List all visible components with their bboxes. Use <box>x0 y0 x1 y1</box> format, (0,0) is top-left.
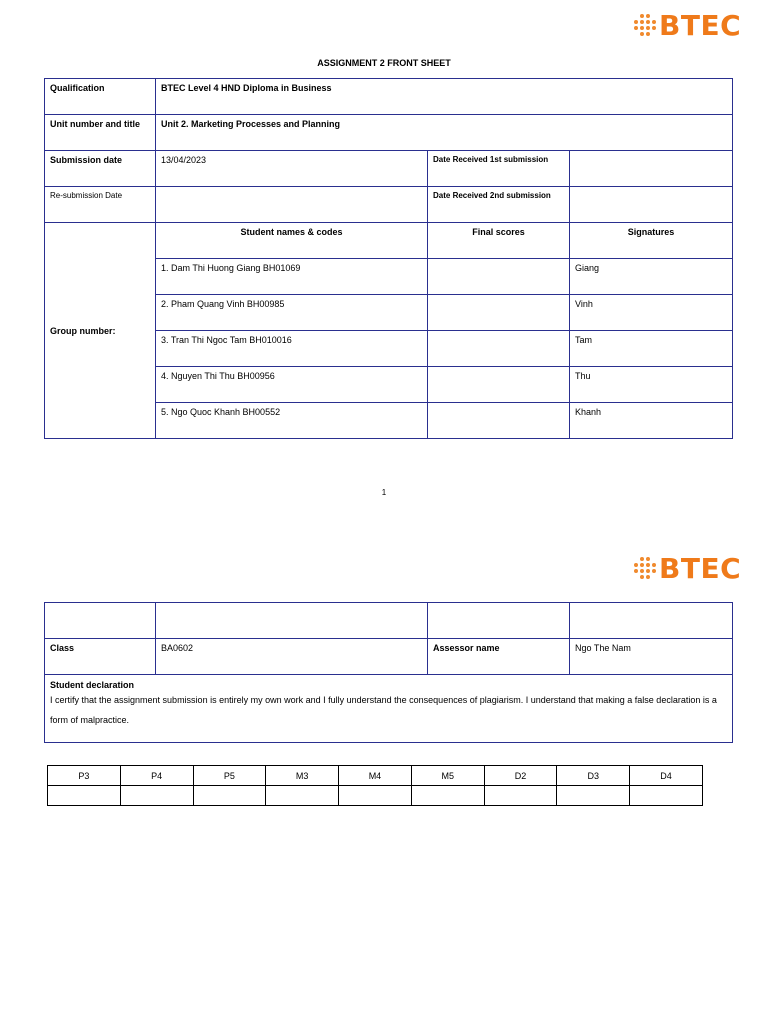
student-score <box>428 403 570 439</box>
student-name: 4. Nguyen Thi Thu BH00956 <box>156 367 428 403</box>
second-received-value <box>570 187 733 223</box>
student-signature: Khanh <box>570 403 733 439</box>
page-number: 1 <box>381 488 387 497</box>
student-score <box>428 295 570 331</box>
declaration-row <box>45 675 733 743</box>
resubmission-row <box>45 187 733 223</box>
student-score <box>428 331 570 367</box>
btec-dots-icon <box>634 14 657 37</box>
student-score <box>428 259 570 295</box>
student-signature: Thu <box>570 367 733 403</box>
student-name: 2. Pham Quang Vinh BH00985 <box>156 295 428 331</box>
grade-cell <box>193 786 266 806</box>
grade-header: M5 <box>411 766 484 786</box>
student-signature: Giang <box>570 259 733 295</box>
student-score <box>428 367 570 403</box>
front-sheet-table <box>44 78 733 439</box>
sheet-title: ASSIGNMENT 2 FRONT SHEET <box>317 58 451 68</box>
resubmission-date-value <box>156 187 428 223</box>
grades-value-row <box>48 786 703 806</box>
btec-logo-text: BTEC <box>659 9 742 42</box>
assessor-value: Ngo The Nam <box>570 639 733 675</box>
student-names-header: Student names & codes <box>156 223 428 259</box>
grade-cell <box>484 786 557 806</box>
qualification-row <box>45 79 733 115</box>
btec-logo-text: BTEC <box>659 552 742 585</box>
grade-header: P3 <box>48 766 121 786</box>
group-number-label: Group number: <box>45 223 156 439</box>
grade-header: M4 <box>339 766 412 786</box>
submission-row <box>45 151 733 187</box>
student-name: 1. Dam Thi Huong Giang BH01069 <box>156 259 428 295</box>
blank-cell <box>156 603 428 639</box>
class-value: BA0602 <box>156 639 428 675</box>
unit-row <box>45 115 733 151</box>
blank-cell <box>45 603 156 639</box>
grade-header: P5 <box>193 766 266 786</box>
grade-cell <box>557 786 630 806</box>
second-received-label: Date Received 2nd submission <box>428 187 570 223</box>
grade-header: D4 <box>630 766 703 786</box>
assessor-label: Assessor name <box>428 639 570 675</box>
signatures-header: Signatures <box>570 223 733 259</box>
grade-header: D2 <box>484 766 557 786</box>
blank-cell <box>570 603 733 639</box>
student-name: 3. Tran Thi Ngoc Tam BH010016 <box>156 331 428 367</box>
group-header-row <box>45 223 733 259</box>
blank-row <box>45 603 733 639</box>
student-signature: Vinh <box>570 295 733 331</box>
grades-header-row <box>48 766 703 786</box>
grade-cell <box>120 786 193 806</box>
class-declaration-table <box>44 602 733 743</box>
qualification-label: Qualification <box>45 79 156 115</box>
grade-header: P4 <box>120 766 193 786</box>
submission-date-value: 13/04/2023 <box>156 151 428 187</box>
unit-value: Unit 2. Marketing Processes and Planning <box>156 115 733 151</box>
grade-cell <box>630 786 703 806</box>
class-row <box>45 639 733 675</box>
btec-dots-icon <box>634 557 657 580</box>
student-name: 5. Ngo Quoc Khanh BH00552 <box>156 403 428 439</box>
declaration-cell <box>45 675 733 743</box>
declaration-heading: Student declaration <box>50 680 135 690</box>
blank-cell <box>428 603 570 639</box>
grade-header: D3 <box>557 766 630 786</box>
grades-table <box>47 765 703 806</box>
grade-header: M3 <box>266 766 339 786</box>
resubmission-date-label: Re-submission Date <box>45 187 156 223</box>
declaration-text: I certify that the assignment submission is entirely my own work and I fully understand the consequences of plagiarism. I understand that making a false declaration is a form of malpractice. <box>50 695 717 725</box>
first-received-value <box>570 151 733 187</box>
grade-cell <box>48 786 121 806</box>
class-label: Class <box>45 639 156 675</box>
unit-label: Unit number and title <box>45 115 156 151</box>
grade-cell <box>339 786 412 806</box>
btec-logo <box>634 9 741 42</box>
submission-date-label: Submission date <box>45 151 156 187</box>
btec-logo <box>634 552 741 585</box>
qualification-value: BTEC Level 4 HND Diploma in Business <box>156 79 733 115</box>
student-signature: Tam <box>570 331 733 367</box>
grade-cell <box>266 786 339 806</box>
final-scores-header: Final scores <box>428 223 570 259</box>
first-received-label: Date Received 1st submission <box>428 151 570 187</box>
grade-cell <box>411 786 484 806</box>
